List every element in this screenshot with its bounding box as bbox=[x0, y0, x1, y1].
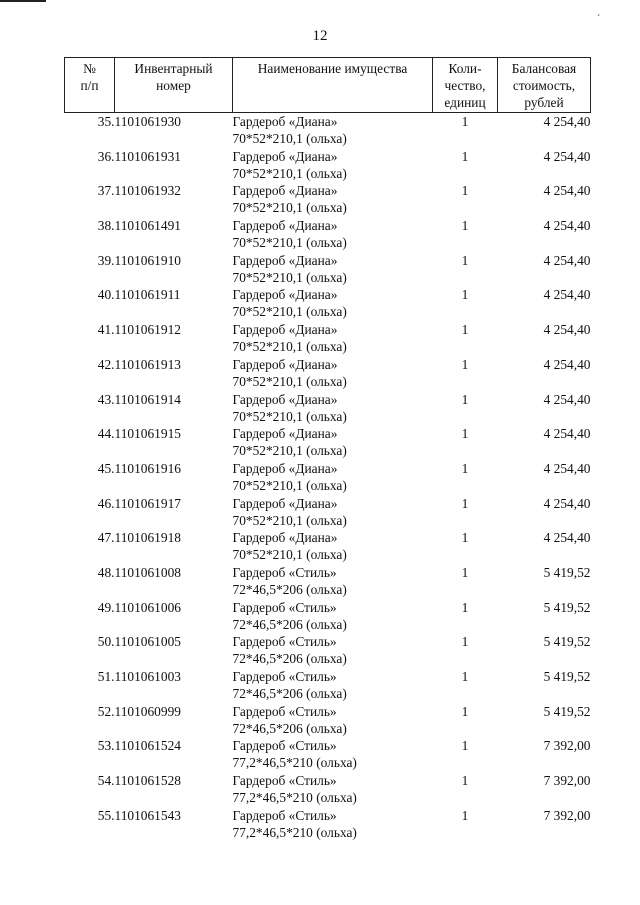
inventory-number: 1101061003 bbox=[114, 669, 181, 684]
item-name-line2: 77,2*46,5*210 (ольха) bbox=[232, 755, 357, 771]
item-name bbox=[233, 425, 433, 460]
stray-mark: ˊ bbox=[597, 14, 601, 25]
item-quantity: 1 bbox=[461, 634, 469, 650]
item-cost: 4 254,40 bbox=[543, 460, 591, 476]
item-name-line2: 77,2*46,5*210 (ольха) bbox=[232, 824, 357, 840]
header-qty-line: единиц bbox=[444, 95, 486, 110]
inventory-number: 1101061006 bbox=[114, 599, 181, 615]
item-name bbox=[233, 633, 433, 668]
item-name-line1: Гардероб «Стиль» bbox=[232, 564, 337, 580]
item-name-line2: 70*52*210,1 (ольха) bbox=[232, 512, 347, 528]
row-number: 43. bbox=[97, 391, 115, 407]
item-quantity: 1 bbox=[461, 356, 469, 372]
inventory-number: 1101061008 bbox=[114, 564, 181, 580]
item-name-line1: Гардероб «Диана» bbox=[232, 114, 338, 129]
table-row bbox=[65, 321, 591, 356]
item-quantity: 1 bbox=[461, 530, 469, 546]
inventory-number: 1101061524 bbox=[114, 738, 181, 754]
table-row bbox=[65, 529, 591, 564]
table-row bbox=[65, 148, 591, 183]
header-cost-line: стоимость, bbox=[512, 78, 576, 93]
row-number: 53. bbox=[97, 738, 115, 754]
header-num-line: № bbox=[83, 61, 96, 76]
item-name-line2: 72*46,5*206 (ольха) bbox=[232, 581, 347, 597]
item-name-line2: 70*52*210,1 (ольха) bbox=[232, 443, 347, 459]
row-number: 46. bbox=[97, 495, 115, 511]
header-inventory-line: Инвентарный bbox=[134, 61, 213, 76]
inventory-number: 1101061005 bbox=[114, 634, 181, 650]
item-quantity: 1 bbox=[461, 460, 469, 476]
item-cost: 4 254,40 bbox=[543, 183, 591, 199]
table-row bbox=[65, 425, 591, 460]
table-row bbox=[65, 703, 591, 738]
item-quantity: 1 bbox=[461, 148, 469, 164]
item-name-line1: Гардероб «Стиль» bbox=[232, 634, 337, 650]
inventory-number: 1101061915 bbox=[114, 426, 181, 442]
inventory-number: 1101060999 bbox=[114, 703, 181, 719]
row-number: 41. bbox=[97, 322, 115, 338]
item-quantity: 1 bbox=[461, 287, 469, 303]
item-name bbox=[233, 807, 433, 842]
item-cost: 4 254,40 bbox=[543, 148, 591, 164]
item-cost: 4 254,40 bbox=[543, 252, 591, 268]
inventory-number: 1101061913 bbox=[114, 356, 181, 372]
item-name bbox=[233, 356, 433, 391]
item-name-line1: Гардероб «Стиль» bbox=[232, 807, 337, 823]
item-name-line2: 70*52*210,1 (ольха) bbox=[232, 235, 347, 251]
row-number: 38. bbox=[97, 218, 115, 234]
item-name bbox=[233, 737, 433, 772]
item-quantity: 1 bbox=[461, 183, 469, 199]
row-number: 42. bbox=[97, 356, 115, 372]
item-name bbox=[233, 217, 433, 252]
item-cost: 4 254,40 bbox=[543, 391, 591, 407]
table-row bbox=[65, 460, 591, 495]
table-row bbox=[65, 252, 591, 287]
item-name-line1: Гардероб «Диана» bbox=[232, 391, 338, 407]
item-cost: 7 392,00 bbox=[543, 773, 591, 789]
item-name-line1: Гардероб «Диана» bbox=[232, 460, 338, 476]
row-number: 48. bbox=[97, 564, 115, 580]
inventory-number: 1101061911 bbox=[114, 287, 181, 303]
item-name bbox=[233, 286, 433, 321]
row-number: 54. bbox=[97, 773, 115, 789]
table-row bbox=[65, 217, 591, 252]
item-name-line2: 70*52*210,1 (ольха) bbox=[232, 408, 347, 424]
item-name-line1: Гардероб «Диана» bbox=[232, 356, 338, 372]
item-name bbox=[233, 772, 433, 807]
item-quantity: 1 bbox=[461, 807, 469, 823]
inventory-number: 1101061528 bbox=[114, 773, 181, 789]
inventory-number: 1101061916 bbox=[114, 460, 181, 476]
item-name-line1: Гардероб «Диана» bbox=[232, 183, 338, 199]
row-number: 36. bbox=[97, 148, 115, 164]
inventory-number: 1101061917 bbox=[114, 495, 181, 511]
inventory-table bbox=[64, 57, 591, 841]
item-name bbox=[233, 668, 433, 703]
item-quantity: 1 bbox=[461, 773, 469, 789]
item-quantity: 1 bbox=[461, 218, 469, 234]
item-name bbox=[233, 148, 433, 183]
table-row bbox=[65, 356, 591, 391]
row-number: 39. bbox=[97, 252, 115, 268]
item-name bbox=[233, 252, 433, 287]
row-number: 50. bbox=[97, 634, 115, 650]
table-header-row bbox=[65, 58, 591, 113]
header-inventory-line: номер bbox=[156, 78, 191, 93]
item-cost: 4 254,40 bbox=[543, 218, 591, 234]
row-number: 51. bbox=[97, 669, 115, 684]
item-name-line2: 70*52*210,1 (ольха) bbox=[232, 269, 347, 285]
item-cost: 5 419,52 bbox=[543, 669, 591, 684]
item-cost: 7 392,00 bbox=[543, 738, 591, 754]
row-number: 44. bbox=[97, 426, 115, 442]
item-cost: 5 419,52 bbox=[543, 599, 591, 615]
item-name bbox=[233, 703, 433, 738]
table-row bbox=[65, 286, 591, 321]
item-name bbox=[233, 599, 433, 634]
item-quantity: 1 bbox=[461, 426, 469, 442]
scan-corner-line bbox=[0, 0, 46, 2]
item-name-line2: 70*52*210,1 (ольха) bbox=[232, 165, 347, 181]
item-cost: 5 419,52 bbox=[543, 634, 591, 650]
item-name-line1: Гардероб «Диана» bbox=[232, 287, 338, 303]
inventory-number: 1101061914 bbox=[114, 391, 181, 407]
row-number: 49. bbox=[97, 599, 115, 615]
page-number: 12 bbox=[312, 28, 328, 44]
item-quantity: 1 bbox=[461, 114, 469, 129]
inventory-number: 1101061543 bbox=[114, 807, 181, 823]
inventory-number: 1101061930 bbox=[114, 114, 181, 129]
item-name-line1: Гардероб «Стиль» bbox=[232, 738, 337, 754]
item-cost: 4 254,40 bbox=[543, 322, 591, 338]
item-name bbox=[233, 495, 433, 530]
item-cost: 7 392,00 bbox=[543, 807, 591, 823]
item-cost: 4 254,40 bbox=[543, 530, 591, 546]
item-name-line2: 77,2*46,5*210 (ольха) bbox=[232, 790, 357, 806]
item-quantity: 1 bbox=[461, 391, 469, 407]
item-name-line2: 70*52*210,1 (ольха) bbox=[232, 477, 347, 493]
item-quantity: 1 bbox=[461, 564, 469, 580]
item-cost: 4 254,40 bbox=[543, 495, 591, 511]
item-name-line2: 72*46,5*206 (ольха) bbox=[232, 651, 347, 667]
item-cost: 5 419,52 bbox=[543, 564, 591, 580]
item-name-line1: Гардероб «Диана» bbox=[232, 218, 338, 234]
item-name bbox=[233, 460, 433, 495]
item-name-line2: 70*52*210,1 (ольха) bbox=[232, 373, 347, 389]
item-cost: 4 254,40 bbox=[543, 287, 591, 303]
row-number: 37. bbox=[97, 183, 115, 199]
header-cost-line: рублей bbox=[524, 95, 564, 110]
table-row bbox=[65, 113, 591, 148]
item-name-line2: 72*46,5*206 (ольха) bbox=[232, 720, 347, 736]
item-name-line1: Гардероб «Стиль» bbox=[232, 773, 337, 789]
item-quantity: 1 bbox=[461, 252, 469, 268]
table-row bbox=[65, 391, 591, 426]
row-number: 55. bbox=[97, 807, 115, 823]
item-name-line2: 70*52*210,1 (ольха) bbox=[232, 200, 347, 216]
item-name-line1: Гардероб «Диана» bbox=[232, 148, 338, 164]
inventory-number: 1101061910 bbox=[114, 252, 181, 268]
item-name bbox=[233, 564, 433, 599]
item-cost: 4 254,40 bbox=[543, 114, 591, 129]
header-qty-line: чество, bbox=[444, 78, 486, 93]
header-inventory bbox=[115, 58, 233, 113]
item-quantity: 1 bbox=[461, 703, 469, 719]
row-number: 52. bbox=[97, 703, 115, 719]
table-row bbox=[65, 737, 591, 772]
row-number: 47. bbox=[97, 530, 115, 546]
item-name bbox=[233, 391, 433, 426]
inventory-number: 1101061912 bbox=[114, 322, 181, 338]
item-name-line1: Гардероб «Диана» bbox=[232, 252, 338, 268]
table-row bbox=[65, 599, 591, 634]
item-name-line1: Гардероб «Диана» bbox=[232, 495, 338, 511]
item-name-line1: Гардероб «Стиль» bbox=[232, 703, 337, 719]
table-row bbox=[65, 772, 591, 807]
item-name bbox=[233, 182, 433, 217]
item-cost: 4 254,40 bbox=[543, 426, 591, 442]
row-number: 45. bbox=[97, 460, 115, 476]
header-qty-line: Коли- bbox=[448, 61, 482, 76]
item-name-line2: 70*52*210,1 (ольха) bbox=[232, 131, 347, 146]
table-row bbox=[65, 182, 591, 217]
item-quantity: 1 bbox=[461, 669, 469, 684]
item-quantity: 1 bbox=[461, 599, 469, 615]
item-cost: 4 254,40 bbox=[543, 356, 591, 372]
inventory-number: 1101061931 bbox=[114, 148, 181, 164]
item-cost: 5 419,52 bbox=[543, 703, 591, 719]
header-name-line: Наименование имущества bbox=[257, 61, 408, 76]
header-qty bbox=[433, 58, 498, 113]
item-name-line1: Гардероб «Стиль» bbox=[232, 599, 337, 615]
header-cost-line: Балансовая bbox=[511, 61, 577, 76]
item-name-line1: Гардероб «Диана» bbox=[232, 426, 338, 442]
item-name-line2: 70*52*210,1 (ольха) bbox=[232, 547, 347, 563]
item-quantity: 1 bbox=[461, 322, 469, 338]
table-row bbox=[65, 495, 591, 530]
table-row bbox=[65, 564, 591, 599]
item-name bbox=[233, 529, 433, 564]
table-row bbox=[65, 807, 591, 842]
header-name bbox=[233, 58, 433, 113]
header-cost bbox=[498, 58, 591, 113]
inventory-number: 1101061918 bbox=[114, 530, 181, 546]
inventory-number: 1101061932 bbox=[114, 183, 181, 199]
table-row bbox=[65, 668, 591, 703]
item-quantity: 1 bbox=[461, 738, 469, 754]
inventory-number: 1101061491 bbox=[114, 218, 181, 234]
header-num-line: п/п bbox=[80, 78, 99, 93]
item-name-line2: 72*46,5*206 (ольха) bbox=[232, 616, 347, 632]
item-quantity: 1 bbox=[461, 495, 469, 511]
item-name bbox=[233, 321, 433, 356]
header-num bbox=[65, 58, 115, 113]
item-name-line1: Гардероб «Стиль» bbox=[232, 669, 337, 684]
table-row bbox=[65, 633, 591, 668]
item-name-line2: 70*52*210,1 (ольха) bbox=[232, 339, 347, 355]
item-name bbox=[233, 113, 433, 148]
item-name-line2: 72*46,5*206 (ольха) bbox=[232, 686, 347, 701]
row-number: 35. bbox=[97, 114, 115, 129]
item-name-line2: 70*52*210,1 (ольха) bbox=[232, 304, 347, 320]
item-name-line1: Гардероб «Диана» bbox=[232, 530, 338, 546]
row-number: 40. bbox=[97, 287, 115, 303]
item-name-line1: Гардероб «Диана» bbox=[232, 322, 338, 338]
